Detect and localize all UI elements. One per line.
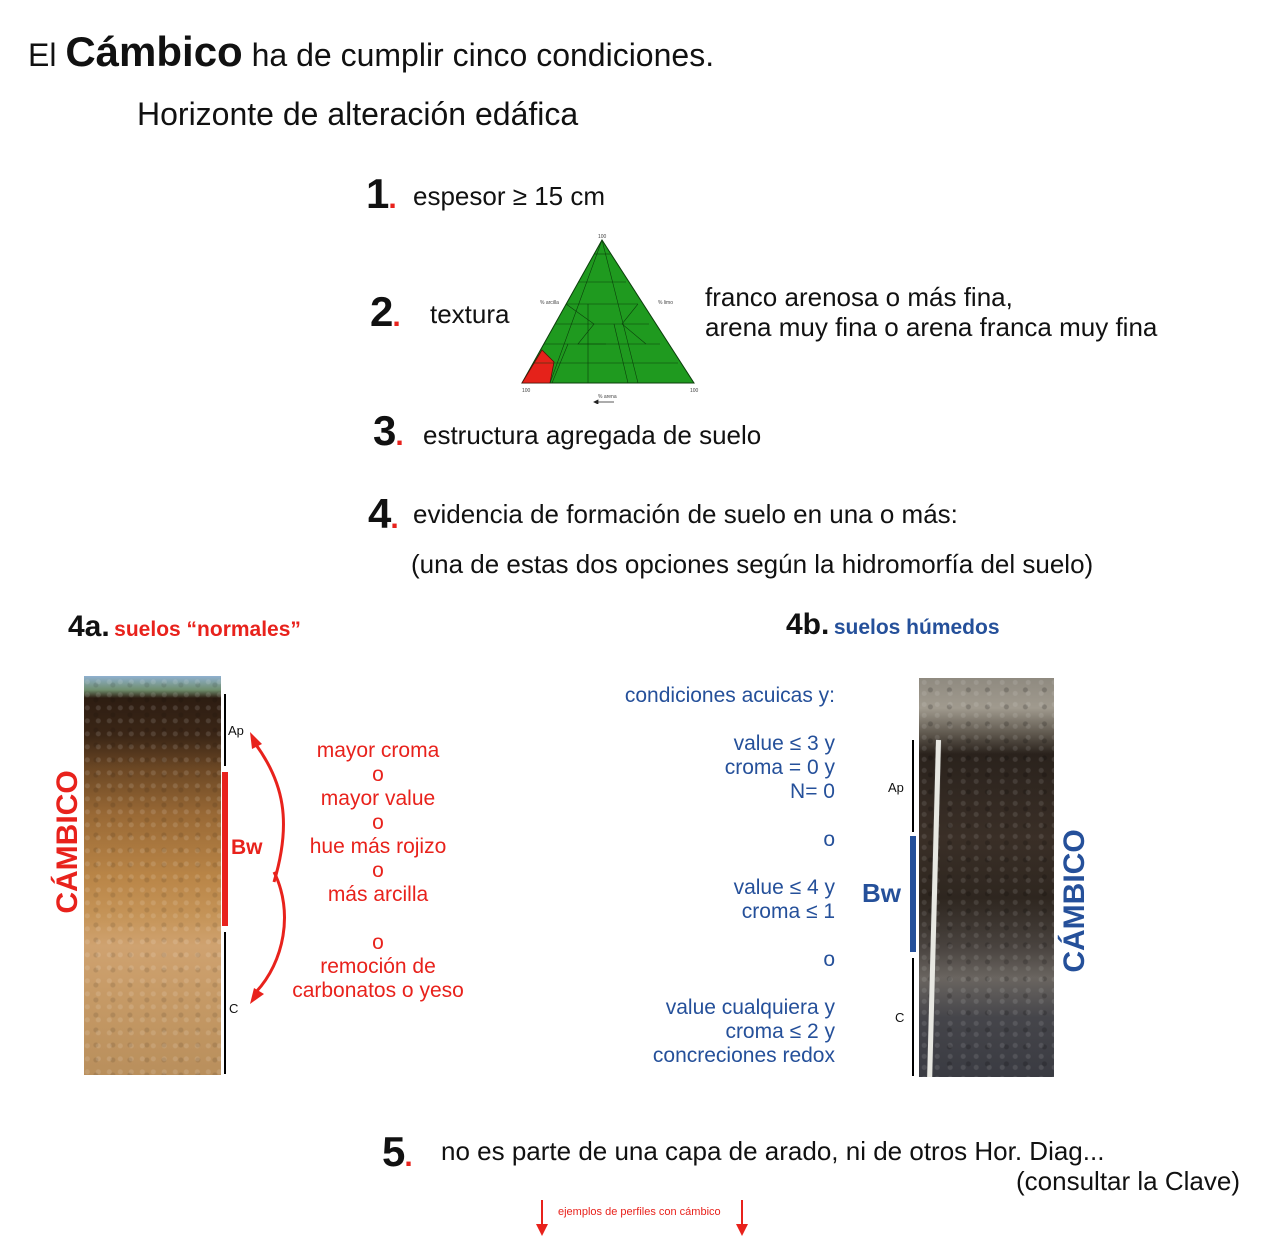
svg-text:100: 100 [522, 388, 531, 394]
svg-text:% arcilla: % arcilla [540, 300, 559, 306]
condition-3-number: 3. [373, 407, 403, 454]
soil-profile-humid [919, 678, 1054, 1077]
soil-profile-normal [84, 676, 221, 1075]
panel-4b-heading: 4b. suelos húmedos [786, 608, 1000, 641]
left-c-label: C [229, 1001, 239, 1016]
criterion-line: mayor croma [316, 739, 440, 762]
criterion-line: o [372, 811, 384, 834]
texture-triangle [518, 232, 708, 404]
condition-4-text: evidencia de formación de suelo en una o más: [413, 499, 958, 529]
criterion-line: croma = 0 y [724, 756, 835, 779]
arrow-down-icon [536, 1200, 548, 1236]
condition-5-number: 5. [382, 1128, 412, 1175]
criterion-line: o [372, 763, 384, 786]
page-title [28, 28, 714, 76]
condition-2-number: 2. [370, 288, 400, 335]
texture-line-1: franco arenosa o más fina, [705, 282, 1013, 312]
criterion-line: hue más rojizo [309, 835, 447, 858]
condition-3-text: estructura agregada de suelo [423, 420, 762, 450]
right-c-label: C [895, 1010, 905, 1025]
right-vertical-label: CÁMBICO [1058, 829, 1091, 973]
red-dot: . [404, 1140, 412, 1173]
left-ap-bar [224, 694, 226, 766]
svg-text:100: 100 [598, 234, 607, 240]
criterion-line: value ≤ 3 y [733, 732, 835, 755]
page-subtitle: Horizonte de alteración edáfica [137, 96, 579, 132]
condition-1-text: espesor ≥ 15 cm [413, 181, 606, 211]
left-bw-bar [222, 772, 228, 926]
condition-1-number: 1. [366, 170, 396, 217]
criterion-line: N= 0 [790, 780, 835, 803]
condition-5-text: no es parte de una capa de arado, ni de otros Hor. Diag... [441, 1136, 1105, 1166]
criterion-line: o [372, 859, 384, 882]
criterion-line: o [372, 931, 384, 954]
criterion-line: croma ≤ 2 y [725, 1020, 835, 1043]
examples-link-row[interactable] [536, 1198, 751, 1238]
panel-4a-heading: 4a. suelos “normales” [68, 610, 301, 643]
criterion-line: croma ≤ 1 [741, 900, 835, 923]
right-criteria [560, 684, 835, 1068]
title-post: ha de cumplir cinco condiciones. [251, 37, 715, 73]
title-bold: Cámbico [65, 28, 243, 75]
condition-4-number: 4. [368, 490, 398, 537]
panel-4a-subheading: suelos “normales” [114, 618, 301, 641]
criterion-line: concreciones redox [652, 1044, 835, 1067]
right-ap-bar [912, 740, 914, 832]
condition-2-label: textura [430, 299, 510, 329]
condition-4-note: (una de estas dos opciones según la hidromorfía del suelo) [411, 549, 1094, 579]
red-dot: . [395, 419, 403, 452]
red-dot: . [390, 502, 398, 535]
left-ap-label: Ap [228, 723, 244, 738]
left-vertical-label: CÁMBICO [51, 770, 84, 914]
right-bw-label: Bw [862, 878, 901, 908]
svg-text:% limo: % limo [658, 300, 674, 306]
criteria-intro: condiciones acuicas y: [624, 684, 835, 707]
criterion-line: value ≤ 4 y [733, 876, 835, 899]
right-bw-bar [910, 836, 916, 952]
right-ap-label: Ap [888, 780, 904, 795]
left-criteria [268, 739, 488, 1003]
examples-link[interactable]: ejemplos de perfiles con cámbico [558, 1206, 721, 1218]
red-dot: . [392, 300, 400, 333]
arrow-down-icon [736, 1200, 748, 1236]
condition-5-note: (consultar la Clave) [1016, 1166, 1240, 1196]
criterion-line: carbonatos o yeso [292, 979, 464, 1002]
criterion-line: remoción de [320, 955, 436, 978]
criterion-line: value cualquiera y [665, 996, 835, 1019]
panel-4b-subheading: suelos húmedos [833, 616, 1000, 639]
measuring-tape [927, 740, 941, 1077]
texture-line-2: arena muy fina o arena franca muy fina [705, 312, 1158, 342]
title-pre: El [28, 37, 57, 73]
red-dot: . [388, 182, 396, 215]
right-c-bar [912, 958, 914, 1076]
svg-text:100: 100 [690, 388, 699, 394]
criterion-or: o [823, 948, 835, 971]
criterion-or: o [823, 828, 835, 851]
left-c-bar [224, 932, 226, 1074]
condition-2-description [705, 282, 1157, 342]
criterion-line: más arcilla [327, 883, 429, 906]
svg-text:% arena: % arena [598, 394, 617, 400]
left-bw-label: Bw [231, 836, 263, 859]
criterion-line: mayor value [320, 787, 436, 810]
